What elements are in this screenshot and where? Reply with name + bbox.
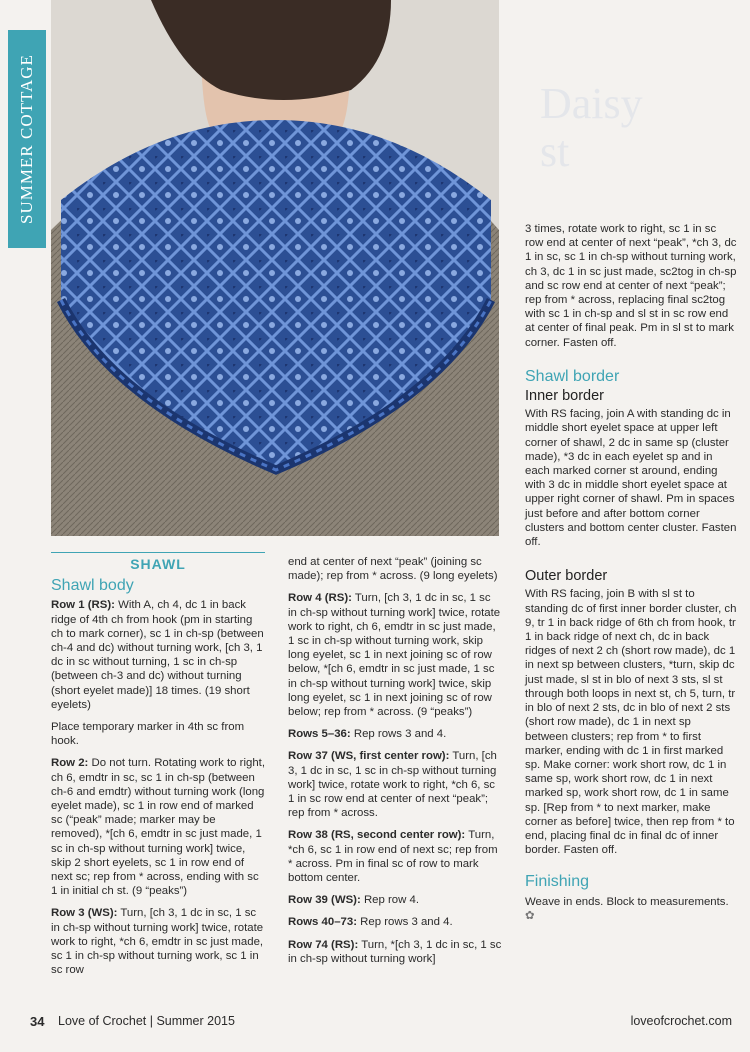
instruction-paragraph: With RS facing, join A with standing dc in middle short eyelet space at upper left corner of shawl, 2 dc in same sp (cluster made), *3 dc in each eyelet sp and in each marked corner st around, ending with 3 dc in middle short eyelet space at upper right corner of shawl. Pm in spaces just before and after bottom corner clusters and bottom center cluster. Fasten off.: [525, 408, 737, 549]
instruction-paragraph: Row 37 (WS, first center row): Turn, [ch 3, 1 dc in sc, 1 sc in ch-sp without turning work] twice, rotate work to right, *ch 6, sc 1 in sc row end at center of next “peak”; rep from * across.: [288, 750, 497, 820]
instruction-paragraph: Row 4 (RS): Turn, [ch 3, 1 dc in sc, 1 sc in ch-sp without turning work] twice, rotate work to right, ch 6, emdtr in sc just made, 1 sc in ch-sp without turning work, skip long eyelet, sc 1 in next joining sc of row below, *[ch 6, emdtr in sc just made, 1 sc in ch-sp without turning work] twice, skip long eyelet, sc 1 in next joining sc of row below; rep from * across. (9 “peaks”): [288, 592, 501, 719]
instruction-paragraph: Row 3 (WS): Turn, [ch 3, 1 dc in sc, 1 sc in ch-sp without turning work] twice, rotate work to right, *ch 6, emdtr in sc just made, sc 1 in ch-sp without turning work, sc 1 in sc row: [51, 907, 264, 977]
instruction-paragraph: 3 times, rotate work to right, sc 1 in sc row end at center of next “peak”, *ch 3, dc 1 in sc, sc 1 in ch-sp without turning work, ch 3, dc 1 in sc just made, sc2tog in ch-sp and sc row end at center of next “peak”; rep from * across, replacing final sc2tog with sc 1 in ch-sp and sl st in sc row end at center of final peak. Pm in sl st to mark corner. Fasten off.: [525, 223, 737, 349]
section-heading-shawl-border: Shawl border: [525, 367, 620, 385]
instruction-paragraph: Rows 40–73: Rep rows 3 and 4.: [288, 916, 453, 929]
page-footer: [0, 1014, 750, 1034]
instruction-paragraph: Row 38 (RS, second center row): Turn, *ch 6, sc 1 in row end of next sc; rep from * across. Pm in final sc of row to mark bottom center.: [288, 829, 498, 885]
end-mark-icon: ✿: [525, 909, 535, 922]
section-tab-label: SUMMER COTTAGE: [17, 54, 36, 224]
instruction-paragraph: end at center of next “peak” (joining sc made); rep from * across. (9 long eyelets): [288, 556, 498, 583]
section-heading-finishing: Finishing: [525, 873, 590, 891]
column-1: [51, 552, 265, 985]
instruction-paragraph: Rows 5–36: Rep rows 3 and 4.: [288, 728, 447, 741]
section-tab: [8, 30, 46, 248]
background-watermark-text: Daisy st: [540, 79, 643, 177]
instruction-paragraph: Row 2: Do not turn. Rotating work to right, ch 6, emdtr in sc, sc 1 in ch-sp (between ch-6 and emdtr) without turning work (long eyelet made), sc 1 in row end of marked sc (“peak” made; marker may be removed), *[ch 6, emdtr in sc just made, 1 sc in ch-sp without turning work] twice, skip 2 short eyelets, sc 1 in row end of next sc; rep from * across, ending with sc 1 in initial ch st. (9 “peaks”): [51, 757, 265, 898]
instruction-paragraph: Weave in ends. Block to measurements. ✿: [525, 895, 729, 922]
instruction-paragraph: With RS facing, join B with sl st to standing dc of first inner border cluster, ch 9, tr 1 in back ridge of 6th ch from hook, tr 1 in back ridge of next ch, dc in back ridges of next 2 ch (short row made), dc 1 in next sp between clusters, *turn, skip dc just made, sl st in blo of next 3 sts, sl st through both loops in next st, ch 5, turn, tr in blo of next 2 sts, dc in blo of next 2 sts (short row made), dc 1 in next sp between clusters; rep from * to first marker, ending with dc 1 in first marked sp. Make corner: work short row, dc 1 in same sp, work short row, dc 1 in next marked sp, work short row, dc 1 in same sp. [Rep from * to next marker, make corner as before] twice, then rep from * to end, placing final dc in final dc of inner border. Fasten off.: [525, 588, 737, 857]
page-number: 34: [30, 1014, 45, 1029]
subheading-inner-border: Inner border: [525, 388, 604, 405]
instruction-paragraph: Row 74 (RS): Turn, *[ch 3, 1 dc in sc, 1 sc in ch-sp without turning work]: [288, 938, 502, 965]
shawl-photo-illustration: [51, 0, 499, 536]
subheading-outer-border: Outer border: [525, 568, 608, 585]
column-3: [525, 222, 737, 931]
instruction-paragraph: Place temporary marker in 4th sc from hook.: [51, 721, 245, 748]
website-url: loveofcrochet.com: [630, 1014, 732, 1028]
magazine-issue: Love of Crochet | Summer 2015: [58, 1014, 235, 1028]
pattern-title: SHAWL: [51, 552, 265, 571]
section-heading-shawl-body: Shawl body: [51, 577, 134, 595]
column-2: [288, 555, 502, 974]
shawl-photo: [51, 0, 499, 536]
instruction-paragraph: Row 1 (RS): With A, ch 4, dc 1 in back ridge of 4th ch from hook (pm in starting ch to mark corner), sc 1 in ch-sp (between ch-4 and dc) without turning work, [ch 3, 1 dc in sc without turning, 1 sc in ch-sp (between ch-3 and dc) without turning (short eyelet made)] 18 times. (19 short eyelets): [51, 599, 264, 711]
instruction-paragraph: Row 39 (WS): Rep row 4.: [288, 894, 420, 907]
